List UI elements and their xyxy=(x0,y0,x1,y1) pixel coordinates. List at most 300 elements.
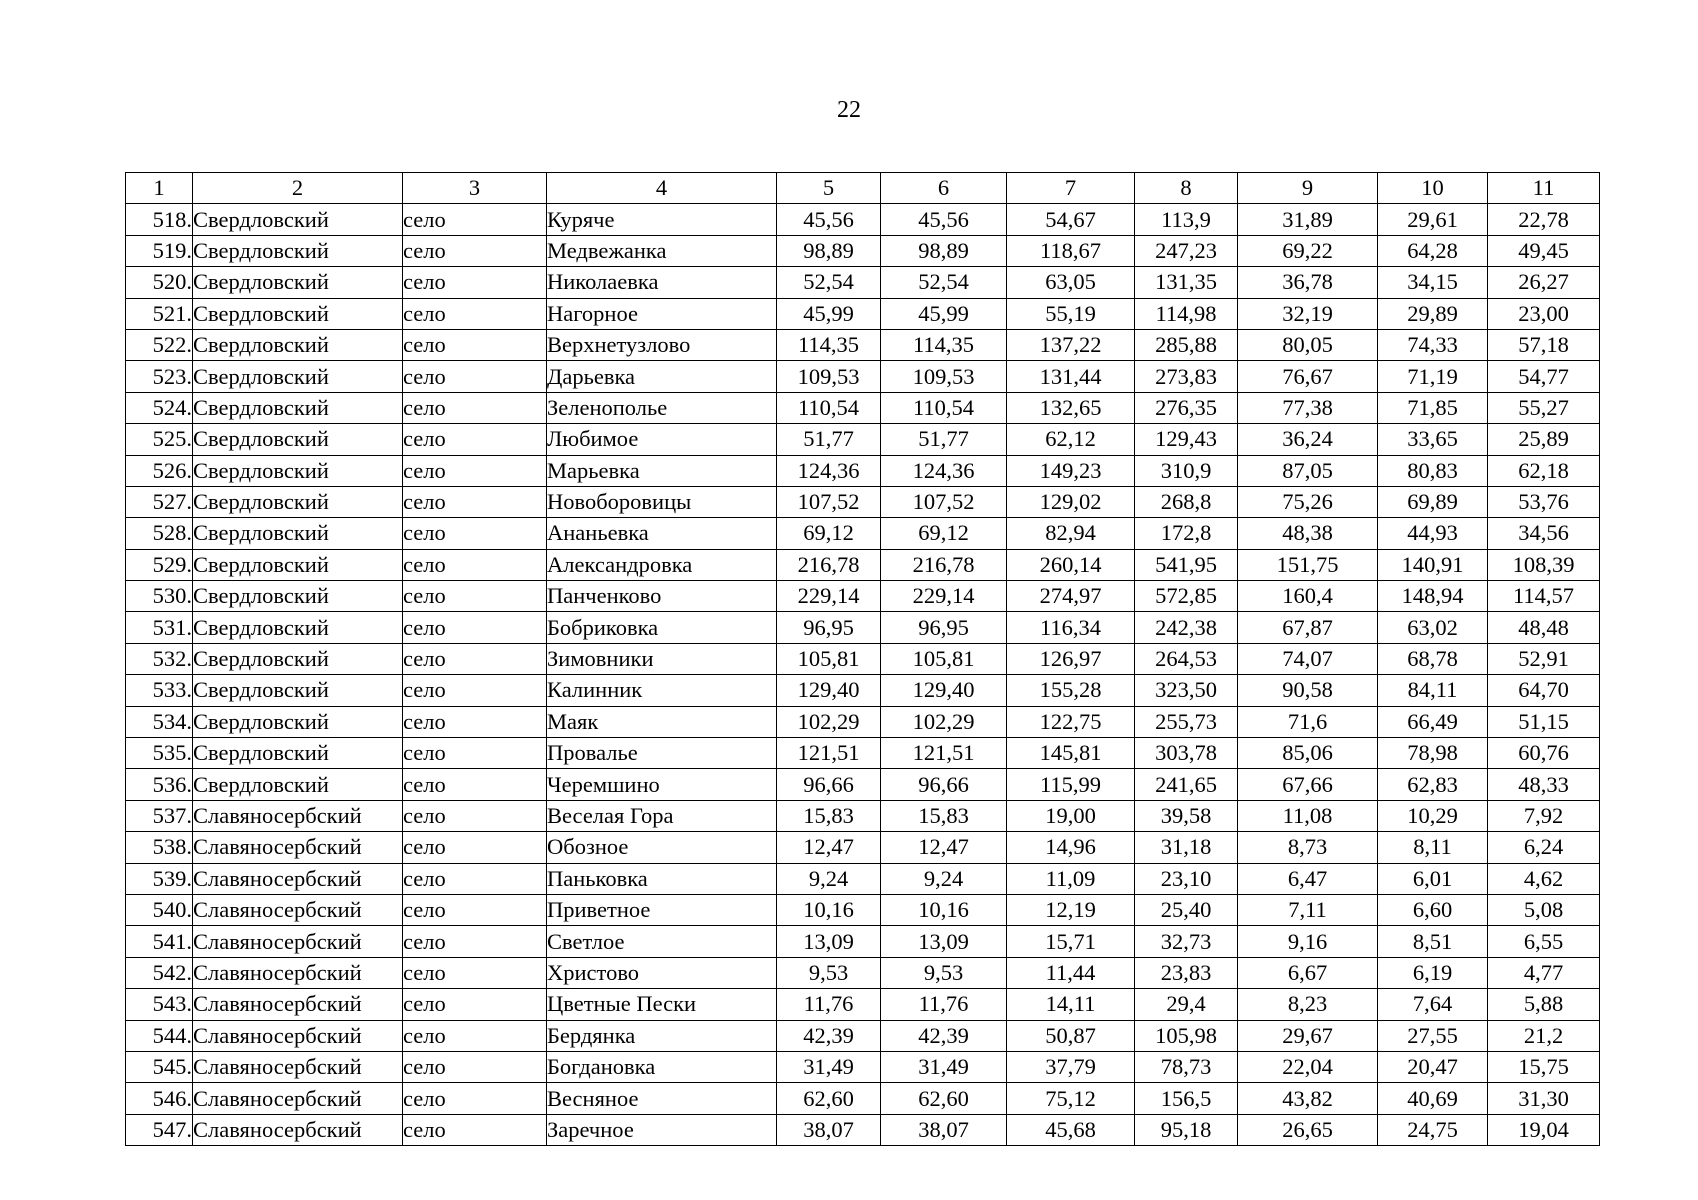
settlement-name-cell: Александровка xyxy=(547,549,777,580)
district-cell: Свердловский xyxy=(193,329,403,360)
value-6-cell: 69,12 xyxy=(881,518,1007,549)
value-10-cell: 140,91 xyxy=(1378,549,1488,580)
value-7-cell: 131,44 xyxy=(1007,361,1135,392)
value-11-cell: 51,15 xyxy=(1488,706,1600,737)
row-number-cell: 534. xyxy=(126,706,193,737)
table-row xyxy=(126,298,1600,329)
row-number-cell: 518. xyxy=(126,204,193,235)
settlement-name-cell: Провалье xyxy=(547,738,777,769)
value-8-cell: 105,98 xyxy=(1135,1020,1238,1051)
value-5-cell: 45,99 xyxy=(777,298,881,329)
value-9-cell: 160,4 xyxy=(1238,581,1378,612)
value-6-cell: 11,76 xyxy=(881,989,1007,1020)
value-8-cell: 29,4 xyxy=(1135,989,1238,1020)
value-11-cell: 5,08 xyxy=(1488,894,1600,925)
district-cell: Свердловский xyxy=(193,769,403,800)
settlement-name-cell: Зимовники xyxy=(547,643,777,674)
settlement-type-cell: село xyxy=(403,675,547,706)
value-5-cell: 102,29 xyxy=(777,706,881,737)
value-5-cell: 110,54 xyxy=(777,392,881,423)
district-cell: Славяносербский xyxy=(193,863,403,894)
value-9-cell: 8,73 xyxy=(1238,832,1378,863)
value-6-cell: 121,51 xyxy=(881,738,1007,769)
value-5-cell: 229,14 xyxy=(777,581,881,612)
value-9-cell: 76,67 xyxy=(1238,361,1378,392)
value-10-cell: 80,83 xyxy=(1378,455,1488,486)
district-cell: Свердловский xyxy=(193,706,403,737)
value-5-cell: 15,83 xyxy=(777,800,881,831)
value-7-cell: 14,11 xyxy=(1007,989,1135,1020)
value-11-cell: 49,45 xyxy=(1488,235,1600,266)
value-8-cell: 23,10 xyxy=(1135,863,1238,894)
row-number-cell: 537. xyxy=(126,800,193,831)
settlement-name-cell: Ананьевка xyxy=(547,518,777,549)
value-11-cell: 15,75 xyxy=(1488,1051,1600,1082)
column-header-9: 9 xyxy=(1238,173,1378,204)
value-6-cell: 110,54 xyxy=(881,392,1007,423)
row-number-cell: 528. xyxy=(126,518,193,549)
value-7-cell: 122,75 xyxy=(1007,706,1135,737)
value-6-cell: 102,29 xyxy=(881,706,1007,737)
value-10-cell: 20,47 xyxy=(1378,1051,1488,1082)
page-number: 22 xyxy=(837,97,861,123)
row-number-cell: 526. xyxy=(126,455,193,486)
value-11-cell: 48,33 xyxy=(1488,769,1600,800)
district-cell: Свердловский xyxy=(193,486,403,517)
district-cell: Славяносербский xyxy=(193,1083,403,1114)
row-number-cell: 532. xyxy=(126,643,193,674)
settlement-name-cell: Паньковка xyxy=(547,863,777,894)
value-7-cell: 126,97 xyxy=(1007,643,1135,674)
district-cell: Свердловский xyxy=(193,361,403,392)
value-10-cell: 66,49 xyxy=(1378,706,1488,737)
table-row xyxy=(126,738,1600,769)
value-9-cell: 87,05 xyxy=(1238,455,1378,486)
value-5-cell: 129,40 xyxy=(777,675,881,706)
settlement-name-cell: Бобриковка xyxy=(547,612,777,643)
settlement-name-cell: Верхнетузлово xyxy=(547,329,777,360)
settlement-type-cell: село xyxy=(403,298,547,329)
value-10-cell: 63,02 xyxy=(1378,612,1488,643)
value-6-cell: 31,49 xyxy=(881,1051,1007,1082)
value-6-cell: 12,47 xyxy=(881,832,1007,863)
table-row xyxy=(126,989,1600,1020)
value-10-cell: 40,69 xyxy=(1378,1083,1488,1114)
table-row xyxy=(126,1020,1600,1051)
table-row xyxy=(126,392,1600,423)
table-row xyxy=(126,518,1600,549)
table-row xyxy=(126,800,1600,831)
settlement-type-cell: село xyxy=(403,1114,547,1145)
value-9-cell: 22,04 xyxy=(1238,1051,1378,1082)
settlement-name-cell: Маяк xyxy=(547,706,777,737)
value-5-cell: 62,60 xyxy=(777,1083,881,1114)
value-11-cell: 31,30 xyxy=(1488,1083,1600,1114)
value-11-cell: 60,76 xyxy=(1488,738,1600,769)
value-9-cell: 80,05 xyxy=(1238,329,1378,360)
value-10-cell: 6,60 xyxy=(1378,894,1488,925)
row-number-cell: 547. xyxy=(126,1114,193,1145)
value-7-cell: 15,71 xyxy=(1007,926,1135,957)
district-cell: Свердловский xyxy=(193,518,403,549)
row-number-cell: 544. xyxy=(126,1020,193,1051)
value-7-cell: 118,67 xyxy=(1007,235,1135,266)
value-6-cell: 96,95 xyxy=(881,612,1007,643)
value-7-cell: 54,67 xyxy=(1007,204,1135,235)
value-7-cell: 63,05 xyxy=(1007,267,1135,298)
settlement-name-cell: Заречное xyxy=(547,1114,777,1145)
value-8-cell: 25,40 xyxy=(1135,894,1238,925)
value-10-cell: 78,98 xyxy=(1378,738,1488,769)
settlement-type-cell: село xyxy=(403,832,547,863)
district-cell: Славяносербский xyxy=(193,1020,403,1051)
settlement-name-cell: Христово xyxy=(547,957,777,988)
settlement-name-cell: Николаевка xyxy=(547,267,777,298)
value-6-cell: 216,78 xyxy=(881,549,1007,580)
value-6-cell: 45,99 xyxy=(881,298,1007,329)
row-number-cell: 541. xyxy=(126,926,193,957)
column-header-8: 8 xyxy=(1135,173,1238,204)
value-7-cell: 155,28 xyxy=(1007,675,1135,706)
value-5-cell: 38,07 xyxy=(777,1114,881,1145)
table-row xyxy=(126,424,1600,455)
value-9-cell: 151,75 xyxy=(1238,549,1378,580)
value-10-cell: 68,78 xyxy=(1378,643,1488,674)
table-row xyxy=(126,1083,1600,1114)
value-5-cell: 12,47 xyxy=(777,832,881,863)
value-9-cell: 85,06 xyxy=(1238,738,1378,769)
row-number-cell: 545. xyxy=(126,1051,193,1082)
table-row xyxy=(126,486,1600,517)
value-10-cell: 44,93 xyxy=(1378,518,1488,549)
value-5-cell: 13,09 xyxy=(777,926,881,957)
value-10-cell: 24,75 xyxy=(1378,1114,1488,1145)
table-row xyxy=(126,549,1600,580)
value-9-cell: 9,16 xyxy=(1238,926,1378,957)
value-6-cell: 9,53 xyxy=(881,957,1007,988)
table-row xyxy=(126,1051,1600,1082)
value-11-cell: 4,77 xyxy=(1488,957,1600,988)
settlement-name-cell: Медвежанка xyxy=(547,235,777,266)
table-row xyxy=(126,706,1600,737)
value-9-cell: 6,47 xyxy=(1238,863,1378,894)
settlement-type-cell: село xyxy=(403,486,547,517)
value-10-cell: 62,83 xyxy=(1378,769,1488,800)
value-11-cell: 25,89 xyxy=(1488,424,1600,455)
value-10-cell: 29,61 xyxy=(1378,204,1488,235)
row-number-cell: 546. xyxy=(126,1083,193,1114)
value-5-cell: 51,77 xyxy=(777,424,881,455)
value-9-cell: 90,58 xyxy=(1238,675,1378,706)
value-10-cell: 71,19 xyxy=(1378,361,1488,392)
value-8-cell: 78,73 xyxy=(1135,1051,1238,1082)
value-8-cell: 268,8 xyxy=(1135,486,1238,517)
value-7-cell: 11,44 xyxy=(1007,957,1135,988)
district-cell: Свердловский xyxy=(193,204,403,235)
district-cell: Свердловский xyxy=(193,612,403,643)
district-cell: Славяносербский xyxy=(193,1051,403,1082)
value-5-cell: 98,89 xyxy=(777,235,881,266)
settlement-name-cell: Светлое xyxy=(547,926,777,957)
value-6-cell: 52,54 xyxy=(881,267,1007,298)
district-cell: Свердловский xyxy=(193,581,403,612)
district-cell: Свердловский xyxy=(193,298,403,329)
row-number-cell: 535. xyxy=(126,738,193,769)
value-11-cell: 114,57 xyxy=(1488,581,1600,612)
table-row xyxy=(126,235,1600,266)
row-number-cell: 519. xyxy=(126,235,193,266)
value-11-cell: 48,48 xyxy=(1488,612,1600,643)
value-9-cell: 74,07 xyxy=(1238,643,1378,674)
value-10-cell: 33,65 xyxy=(1378,424,1488,455)
value-6-cell: 62,60 xyxy=(881,1083,1007,1114)
value-11-cell: 108,39 xyxy=(1488,549,1600,580)
value-6-cell: 109,53 xyxy=(881,361,1007,392)
row-number-cell: 520. xyxy=(126,267,193,298)
value-10-cell: 8,51 xyxy=(1378,926,1488,957)
district-cell: Свердловский xyxy=(193,267,403,298)
settlement-name-cell: Калинник xyxy=(547,675,777,706)
row-number-cell: 521. xyxy=(126,298,193,329)
value-8-cell: 31,18 xyxy=(1135,832,1238,863)
table-row xyxy=(126,204,1600,235)
settlement-name-cell: Веселая Гора xyxy=(547,800,777,831)
value-9-cell: 6,67 xyxy=(1238,957,1378,988)
district-cell: Свердловский xyxy=(193,235,403,266)
table-row xyxy=(126,832,1600,863)
value-10-cell: 34,15 xyxy=(1378,267,1488,298)
settlement-type-cell: село xyxy=(403,581,547,612)
value-8-cell: 255,73 xyxy=(1135,706,1238,737)
row-number-cell: 531. xyxy=(126,612,193,643)
value-7-cell: 145,81 xyxy=(1007,738,1135,769)
value-7-cell: 115,99 xyxy=(1007,769,1135,800)
column-header-6: 6 xyxy=(881,173,1007,204)
value-5-cell: 121,51 xyxy=(777,738,881,769)
settlement-name-cell: Богдановка xyxy=(547,1051,777,1082)
table-row xyxy=(126,361,1600,392)
settlement-type-cell: село xyxy=(403,863,547,894)
district-cell: Свердловский xyxy=(193,738,403,769)
value-6-cell: 15,83 xyxy=(881,800,1007,831)
value-9-cell: 8,23 xyxy=(1238,989,1378,1020)
table-row xyxy=(126,612,1600,643)
settlement-type-cell: село xyxy=(403,800,547,831)
value-7-cell: 82,94 xyxy=(1007,518,1135,549)
value-10-cell: 10,29 xyxy=(1378,800,1488,831)
settlement-name-cell: Обозное xyxy=(547,832,777,863)
value-11-cell: 52,91 xyxy=(1488,643,1600,674)
value-6-cell: 42,39 xyxy=(881,1020,1007,1051)
value-11-cell: 7,92 xyxy=(1488,800,1600,831)
table-row xyxy=(126,894,1600,925)
value-10-cell: 74,33 xyxy=(1378,329,1488,360)
value-9-cell: 11,08 xyxy=(1238,800,1378,831)
value-6-cell: 13,09 xyxy=(881,926,1007,957)
settlement-type-cell: село xyxy=(403,455,547,486)
value-11-cell: 6,55 xyxy=(1488,926,1600,957)
value-7-cell: 137,22 xyxy=(1007,329,1135,360)
value-8-cell: 156,5 xyxy=(1135,1083,1238,1114)
value-5-cell: 9,24 xyxy=(777,863,881,894)
table-row xyxy=(126,769,1600,800)
value-10-cell: 6,01 xyxy=(1378,863,1488,894)
value-8-cell: 241,65 xyxy=(1135,769,1238,800)
value-10-cell: 27,55 xyxy=(1378,1020,1488,1051)
value-5-cell: 114,35 xyxy=(777,329,881,360)
table-row xyxy=(126,643,1600,674)
value-11-cell: 34,56 xyxy=(1488,518,1600,549)
district-cell: Славяносербский xyxy=(193,800,403,831)
value-8-cell: 23,83 xyxy=(1135,957,1238,988)
value-9-cell: 7,11 xyxy=(1238,894,1378,925)
value-7-cell: 62,12 xyxy=(1007,424,1135,455)
value-6-cell: 107,52 xyxy=(881,486,1007,517)
value-8-cell: 285,88 xyxy=(1135,329,1238,360)
value-9-cell: 26,65 xyxy=(1238,1114,1378,1145)
value-7-cell: 149,23 xyxy=(1007,455,1135,486)
table-row xyxy=(126,863,1600,894)
value-9-cell: 31,89 xyxy=(1238,204,1378,235)
settlement-type-cell: село xyxy=(403,235,547,266)
row-number-cell: 530. xyxy=(126,581,193,612)
value-11-cell: 26,27 xyxy=(1488,267,1600,298)
settlement-name-cell: Любимое xyxy=(547,424,777,455)
district-cell: Славяносербский xyxy=(193,832,403,863)
value-11-cell: 54,77 xyxy=(1488,361,1600,392)
data-table xyxy=(125,172,1600,1146)
value-7-cell: 19,00 xyxy=(1007,800,1135,831)
settlement-type-cell: село xyxy=(403,204,547,235)
value-5-cell: 10,16 xyxy=(777,894,881,925)
value-10-cell: 7,64 xyxy=(1378,989,1488,1020)
settlement-name-cell: Новоборовицы xyxy=(547,486,777,517)
value-10-cell: 69,89 xyxy=(1378,486,1488,517)
settlement-type-cell: село xyxy=(403,361,547,392)
value-6-cell: 96,66 xyxy=(881,769,1007,800)
value-11-cell: 57,18 xyxy=(1488,329,1600,360)
value-9-cell: 29,67 xyxy=(1238,1020,1378,1051)
value-11-cell: 21,2 xyxy=(1488,1020,1600,1051)
settlement-type-cell: село xyxy=(403,926,547,957)
settlement-type-cell: село xyxy=(403,329,547,360)
row-number-cell: 536. xyxy=(126,769,193,800)
value-10-cell: 29,89 xyxy=(1378,298,1488,329)
value-8-cell: 572,85 xyxy=(1135,581,1238,612)
column-header-5: 5 xyxy=(777,173,881,204)
value-7-cell: 14,96 xyxy=(1007,832,1135,863)
column-header-1: 1 xyxy=(126,173,193,204)
value-6-cell: 229,14 xyxy=(881,581,1007,612)
table-row xyxy=(126,1114,1600,1145)
value-7-cell: 260,14 xyxy=(1007,549,1135,580)
settlement-type-cell: село xyxy=(403,424,547,455)
value-8-cell: 129,43 xyxy=(1135,424,1238,455)
table-row xyxy=(126,675,1600,706)
value-5-cell: 31,49 xyxy=(777,1051,881,1082)
table-row xyxy=(126,957,1600,988)
settlement-type-cell: село xyxy=(403,1051,547,1082)
value-7-cell: 129,02 xyxy=(1007,486,1135,517)
value-6-cell: 10,16 xyxy=(881,894,1007,925)
district-cell: Свердловский xyxy=(193,455,403,486)
row-number-cell: 540. xyxy=(126,894,193,925)
value-9-cell: 32,19 xyxy=(1238,298,1378,329)
settlement-type-cell: село xyxy=(403,267,547,298)
district-cell: Свердловский xyxy=(193,643,403,674)
value-6-cell: 51,77 xyxy=(881,424,1007,455)
settlement-type-cell: село xyxy=(403,706,547,737)
value-10-cell: 6,19 xyxy=(1378,957,1488,988)
value-6-cell: 105,81 xyxy=(881,643,1007,674)
value-8-cell: 113,9 xyxy=(1135,204,1238,235)
settlement-type-cell: село xyxy=(403,518,547,549)
value-11-cell: 6,24 xyxy=(1488,832,1600,863)
settlement-type-cell: село xyxy=(403,643,547,674)
district-cell: Славяносербский xyxy=(193,926,403,957)
column-header-2: 2 xyxy=(193,173,403,204)
table-row xyxy=(126,267,1600,298)
header-row xyxy=(126,173,1600,204)
value-9-cell: 71,6 xyxy=(1238,706,1378,737)
value-8-cell: 39,58 xyxy=(1135,800,1238,831)
value-8-cell: 310,9 xyxy=(1135,455,1238,486)
value-9-cell: 75,26 xyxy=(1238,486,1378,517)
value-9-cell: 69,22 xyxy=(1238,235,1378,266)
row-number-cell: 533. xyxy=(126,675,193,706)
value-6-cell: 9,24 xyxy=(881,863,1007,894)
value-9-cell: 36,24 xyxy=(1238,424,1378,455)
value-7-cell: 50,87 xyxy=(1007,1020,1135,1051)
row-number-cell: 522. xyxy=(126,329,193,360)
value-9-cell: 67,87 xyxy=(1238,612,1378,643)
value-8-cell: 323,50 xyxy=(1135,675,1238,706)
settlement-type-cell: село xyxy=(403,894,547,925)
row-number-cell: 524. xyxy=(126,392,193,423)
value-11-cell: 62,18 xyxy=(1488,455,1600,486)
district-cell: Славяносербский xyxy=(193,989,403,1020)
row-number-cell: 538. xyxy=(126,832,193,863)
row-number-cell: 542. xyxy=(126,957,193,988)
value-7-cell: 116,34 xyxy=(1007,612,1135,643)
settlement-name-cell: Цветные Пески xyxy=(547,989,777,1020)
settlement-name-cell: Приветное xyxy=(547,894,777,925)
settlement-type-cell: село xyxy=(403,612,547,643)
settlement-type-cell: село xyxy=(403,769,547,800)
value-7-cell: 45,68 xyxy=(1007,1114,1135,1145)
value-11-cell: 53,76 xyxy=(1488,486,1600,517)
value-7-cell: 132,65 xyxy=(1007,392,1135,423)
settlement-type-cell: село xyxy=(403,1083,547,1114)
value-5-cell: 11,76 xyxy=(777,989,881,1020)
value-8-cell: 273,83 xyxy=(1135,361,1238,392)
row-number-cell: 527. xyxy=(126,486,193,517)
value-5-cell: 42,39 xyxy=(777,1020,881,1051)
settlement-type-cell: село xyxy=(403,989,547,1020)
column-header-4: 4 xyxy=(547,173,777,204)
value-11-cell: 23,00 xyxy=(1488,298,1600,329)
value-9-cell: 43,82 xyxy=(1238,1083,1378,1114)
settlement-name-cell: Куряче xyxy=(547,204,777,235)
settlement-name-cell: Марьевка xyxy=(547,455,777,486)
column-header-3: 3 xyxy=(403,173,547,204)
value-9-cell: 48,38 xyxy=(1238,518,1378,549)
settlement-name-cell: Бердянка xyxy=(547,1020,777,1051)
value-8-cell: 32,73 xyxy=(1135,926,1238,957)
settlement-name-cell: Панченково xyxy=(547,581,777,612)
value-5-cell: 96,66 xyxy=(777,769,881,800)
column-header-11: 11 xyxy=(1488,173,1600,204)
